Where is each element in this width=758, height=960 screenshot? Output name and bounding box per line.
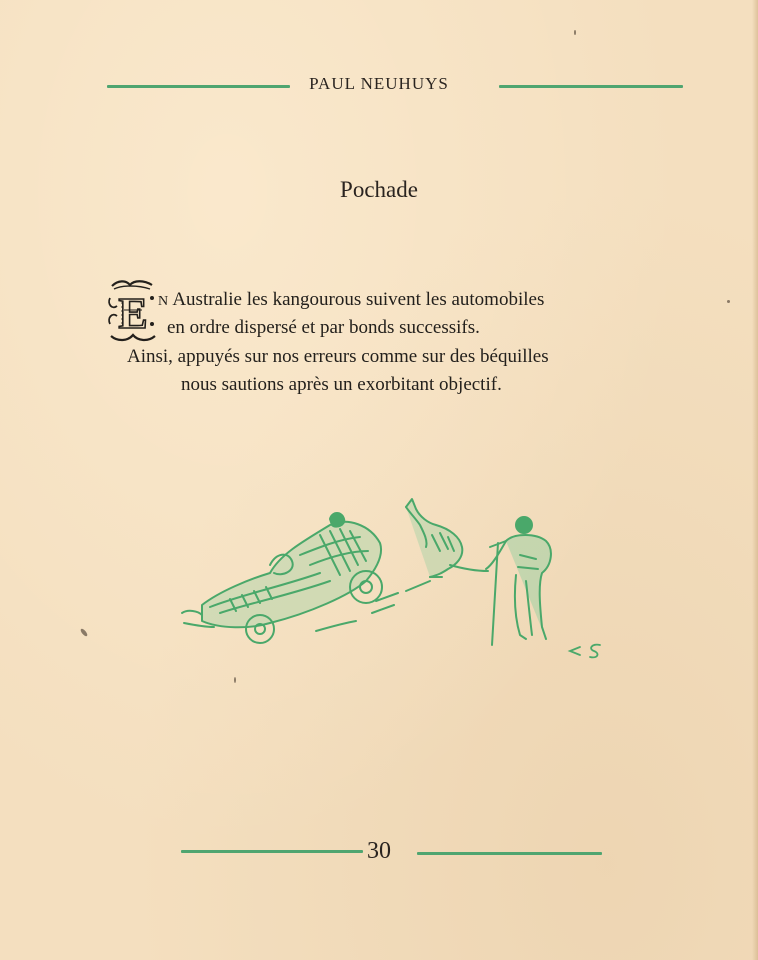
- paper-speck: [80, 628, 89, 637]
- paper-speck: [574, 30, 576, 35]
- man-with-crutch-sketch: [486, 517, 551, 645]
- automobile-sketch: [182, 513, 430, 643]
- running-head: [0, 74, 758, 94]
- poem-line-2-text: en ordre dispersé et par bonds successifs.: [167, 317, 480, 338]
- first-word-rest: N: [158, 294, 169, 309]
- kangaroo-sketch: [406, 499, 488, 577]
- sketch-illustration: [180, 495, 620, 665]
- paper-speck: [234, 677, 236, 683]
- poem-line-1-text: Australie les kangourous suivent les automobiles: [172, 289, 545, 310]
- poem-title: Pochade: [340, 177, 418, 202]
- poem-line-2: [167, 313, 480, 342]
- page-number: 30: [367, 838, 391, 864]
- poem-line-4: [181, 370, 502, 399]
- ornamental-drop-cap: [108, 280, 158, 342]
- poem-line-1: [158, 285, 544, 316]
- author-name: PAUL NEUHUYS: [309, 74, 449, 93]
- poem-line-4-text: nous sautions après un exorbitant objectif.: [181, 374, 502, 395]
- paper-speck: [727, 300, 730, 303]
- drop-cap-letter: E: [118, 289, 148, 338]
- poem-line-3-text: Ainsi, appuyés sur nos erreurs comme sur des béquilles: [127, 346, 549, 367]
- poem-line-3: [127, 342, 549, 371]
- artist-signature: [570, 645, 600, 658]
